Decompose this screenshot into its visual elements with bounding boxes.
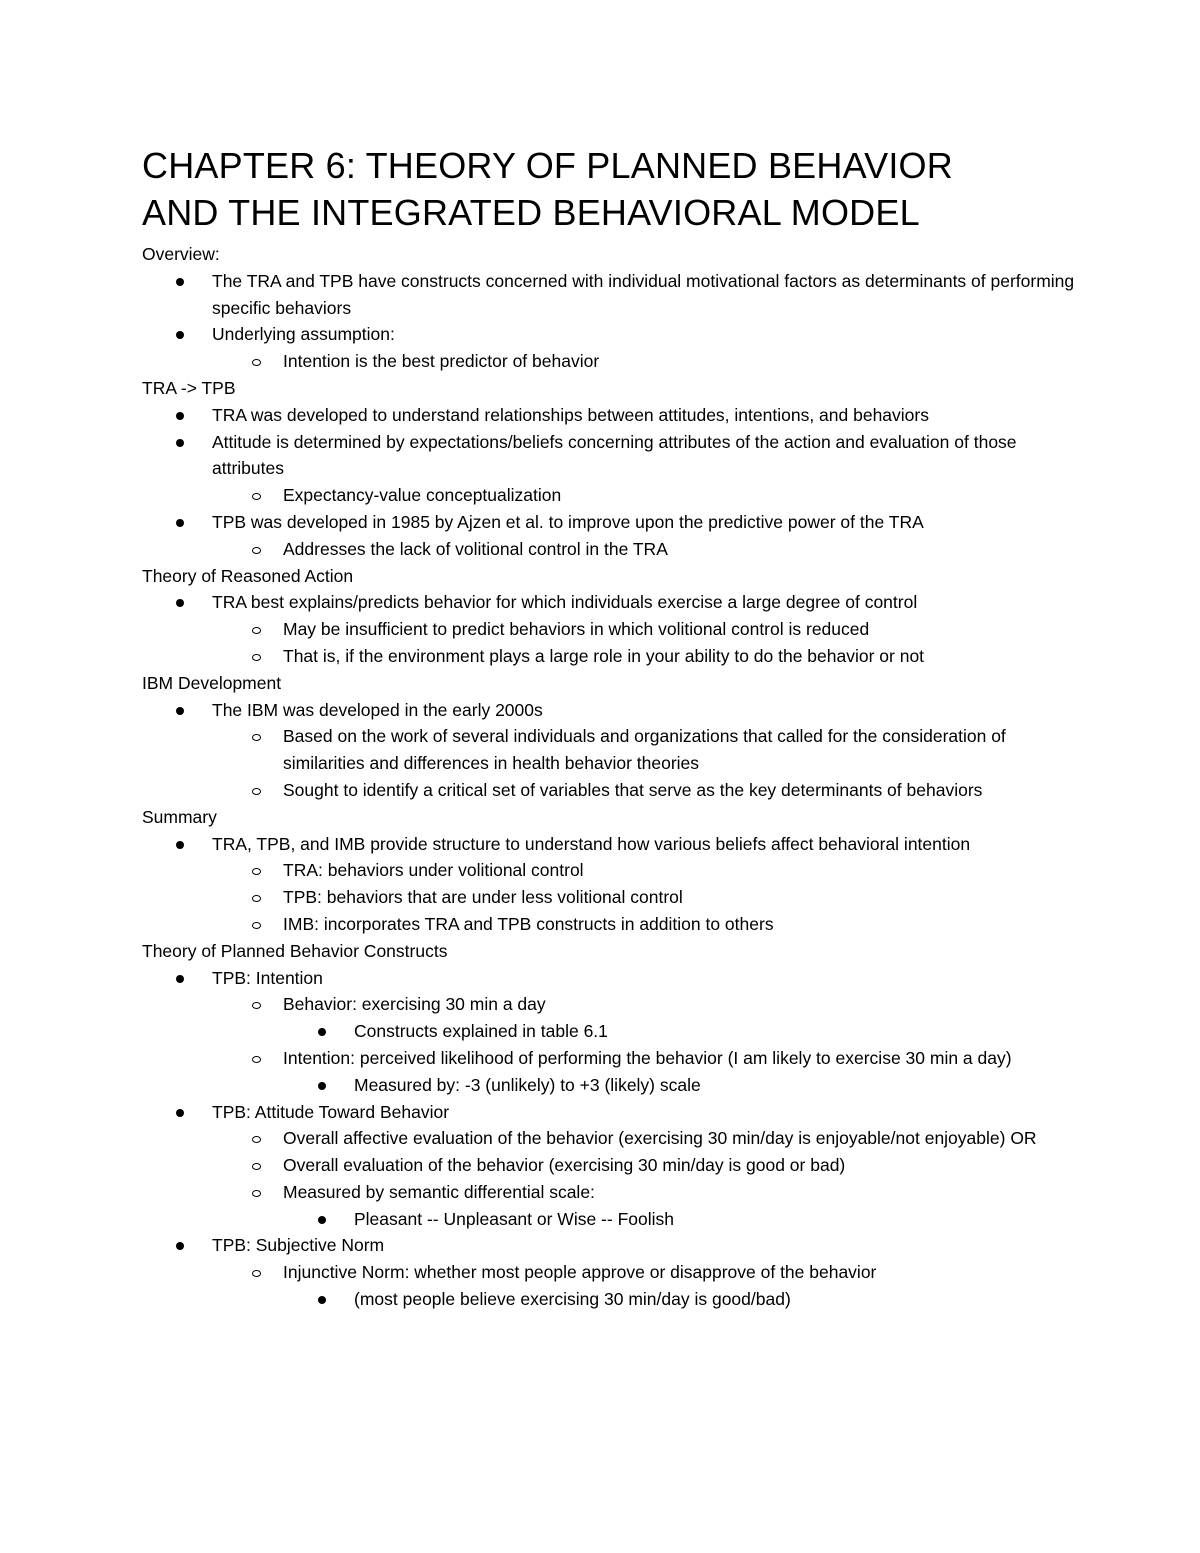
list-item-text: IMB: incorporates TRA and TPB constructs in addition to others	[283, 913, 774, 934]
title-line-2: AND THE INTEGRATED BEHAVIORAL MODEL	[142, 192, 920, 233]
list-item	[142, 616, 1082, 643]
hollow-bullet-icon	[246, 348, 266, 375]
list-item	[142, 1099, 1082, 1126]
list-item-text: TRA best explains/predicts behavior for which individuals exercise a large degree of control	[212, 592, 918, 613]
solid-bullet-icon	[170, 429, 190, 456]
hollow-bullet-icon	[246, 857, 266, 884]
list-item-text: Expectancy-value conceptualization	[283, 485, 562, 506]
list-item	[142, 509, 1082, 536]
list-item	[142, 1072, 1082, 1099]
list-item	[142, 1125, 1082, 1152]
hollow-bullet-icon	[246, 536, 266, 563]
list-item	[142, 857, 1082, 884]
list-item-text: TRA was developed to understand relationships between attitudes, intentions, and behaviors	[212, 404, 929, 425]
solid-bullet-icon	[170, 268, 190, 295]
hollow-bullet-icon	[246, 911, 266, 938]
list-item-text: Addresses the lack of volitional control in the TRA	[283, 538, 668, 559]
list-item	[142, 831, 1082, 858]
hollow-bullet-icon	[246, 1179, 266, 1206]
section-heading: Overview:	[142, 244, 220, 264]
list-item-text: (most people believe exercising 30 min/day is good/bad)	[354, 1289, 791, 1310]
list-item	[142, 268, 1082, 322]
hollow-bullet-icon	[246, 777, 266, 804]
section-heading: TRA -> TPB	[142, 377, 236, 398]
list-item-text: Intention: perceived likelihood of performing the behavior (I am likely to exercise 30 min a day)	[283, 1047, 1012, 1068]
section-heading: IBM Development	[142, 672, 282, 693]
list-item	[142, 965, 1082, 992]
title-line-1: CHAPTER 6: THEORY OF PLANNED BEHAVIOR	[142, 145, 953, 186]
list-item-text: Measured by semantic differential scale:	[283, 1181, 595, 1202]
hollow-bullet-icon	[246, 482, 266, 509]
section	[142, 241, 1082, 375]
section	[142, 938, 1082, 1313]
solid-bullet-icon	[170, 1232, 190, 1259]
list-item	[142, 1206, 1082, 1233]
section-heading: Summary	[142, 806, 217, 827]
section	[142, 375, 1082, 563]
solid-bullet-icon	[312, 1018, 332, 1045]
bullet-list	[142, 831, 1082, 938]
section-heading: Theory of Planned Behavior Constructs	[142, 940, 448, 961]
solid-bullet-icon	[170, 1099, 190, 1126]
solid-bullet-icon	[170, 697, 190, 724]
list-item-text: Based on the work of several individuals and organizations that called for the consideration of similarities and differences in health behavior theories	[283, 726, 1006, 774]
section	[142, 563, 1082, 670]
list-item-text: TRA: behaviors under volitional control	[283, 860, 584, 881]
list-item	[142, 1259, 1082, 1286]
solid-bullet-icon	[312, 1072, 332, 1099]
bullet-list	[142, 268, 1082, 375]
list-item	[142, 1286, 1082, 1313]
list-item	[142, 536, 1082, 563]
bullet-list	[142, 697, 1082, 804]
list-item	[142, 1045, 1082, 1072]
hollow-bullet-icon	[246, 1125, 266, 1152]
list-item	[142, 777, 1082, 804]
list-item	[142, 1179, 1082, 1206]
list-item-text: Attitude is determined by expectations/beliefs concerning attributes of the action and evaluation of those attributes	[212, 431, 1017, 479]
list-item-text: Pleasant -- Unpleasant or Wise -- Foolish	[354, 1208, 674, 1229]
list-item-text: Sought to identify a critical set of variables that serve as the key determinants of behaviors	[283, 779, 983, 800]
solid-bullet-icon	[170, 831, 190, 858]
bullet-list	[142, 589, 1082, 669]
section-heading: Theory of Reasoned Action	[142, 565, 354, 586]
list-item	[142, 348, 1082, 375]
list-item-text: That is, if the environment plays a large role in your ability to do the behavior or not	[283, 645, 925, 666]
solid-bullet-icon	[170, 965, 190, 992]
list-item	[142, 1232, 1082, 1259]
list-item	[142, 482, 1082, 509]
list-item-text: TPB: Attitude Toward Behavior	[212, 1101, 450, 1122]
bullet-list	[142, 402, 1082, 563]
list-item-text: Overall affective evaluation of the behavior (exercising 30 min/day is enjoyable/not enjoyable) OR	[283, 1128, 1037, 1149]
hollow-bullet-icon	[246, 1259, 266, 1286]
solid-bullet-icon	[170, 589, 190, 616]
hollow-bullet-icon	[246, 616, 266, 643]
list-item-text: Behavior: exercising 30 min a day	[283, 994, 546, 1015]
list-item-text: TPB: behaviors that are under less volitional control	[283, 887, 683, 908]
solid-bullet-icon	[170, 509, 190, 536]
list-item-text: Intention is the best predictor of behavior	[283, 351, 600, 372]
list-item-text: TPB: Subjective Norm	[212, 1235, 385, 1256]
list-item	[142, 911, 1082, 938]
list-item-text: The TRA and TPB have constructs concerned with individual motivational factors as determinants of performing specific behaviors	[212, 270, 1075, 318]
list-item-text: TPB was developed in 1985 by Ajzen et al. to improve upon the predictive power of the TRA	[212, 511, 924, 532]
section	[142, 804, 1082, 938]
solid-bullet-icon	[170, 321, 190, 348]
list-item-text: Overall evaluation of the behavior (exercising 30 min/day is good or bad)	[283, 1155, 846, 1176]
solid-bullet-icon	[170, 402, 190, 429]
list-item	[142, 723, 1082, 777]
hollow-bullet-icon	[246, 723, 266, 750]
hollow-bullet-icon	[246, 643, 266, 670]
hollow-bullet-icon	[246, 991, 266, 1018]
list-item	[142, 1018, 1082, 1045]
solid-bullet-icon	[312, 1286, 332, 1313]
document-page	[142, 142, 1082, 1313]
list-item	[142, 1152, 1082, 1179]
bullet-list	[142, 965, 1082, 1313]
list-item	[142, 697, 1082, 724]
document-title	[142, 142, 1082, 236]
document-body	[142, 241, 1082, 1313]
list-item-text: Measured by: -3 (unlikely) to +3 (likely) scale	[354, 1074, 701, 1095]
list-item-text: May be insufficient to predict behaviors in which volitional control is reduced	[283, 619, 870, 640]
list-item	[142, 884, 1082, 911]
list-item	[142, 321, 1082, 348]
list-item-text: Underlying assumption:	[212, 324, 395, 345]
list-item	[142, 402, 1082, 429]
section	[142, 670, 1082, 804]
list-item	[142, 643, 1082, 670]
hollow-bullet-icon	[246, 884, 266, 911]
hollow-bullet-icon	[246, 1045, 266, 1072]
solid-bullet-icon	[312, 1206, 332, 1233]
list-item	[142, 589, 1082, 616]
list-item-text: The IBM was developed in the early 2000s	[212, 699, 543, 720]
list-item	[142, 991, 1082, 1018]
list-item-text: TPB: Intention	[212, 967, 323, 988]
hollow-bullet-icon	[246, 1152, 266, 1179]
list-item-text: TRA, TPB, and IMB provide structure to understand how various beliefs affect behavioral intention	[212, 833, 971, 854]
list-item-text: Injunctive Norm: whether most people approve or disapprove of the behavior	[283, 1262, 877, 1283]
list-item	[142, 429, 1082, 483]
list-item-text: Constructs explained in table 6.1	[354, 1021, 608, 1042]
